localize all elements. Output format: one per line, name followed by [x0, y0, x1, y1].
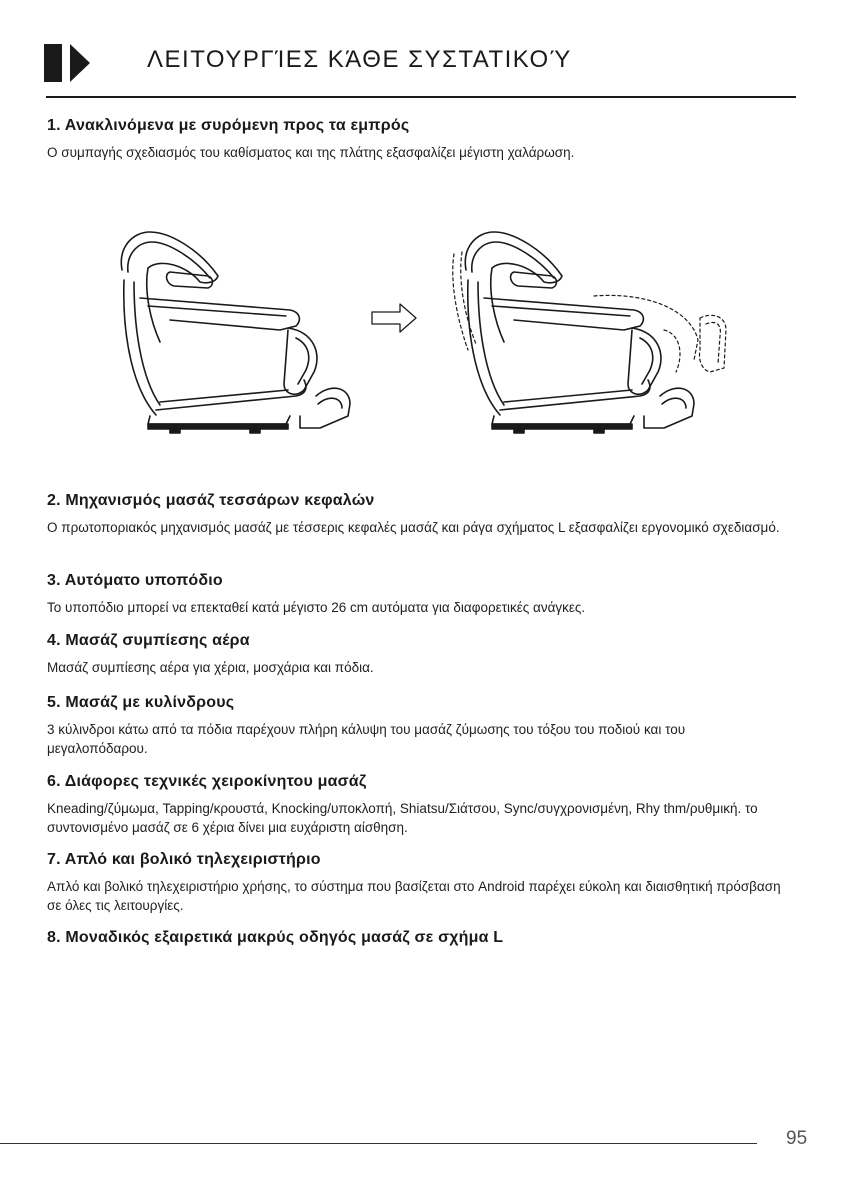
chair-reclined-illustration	[453, 232, 726, 433]
section-5-body: 3 κύλινδροι κάτω από τα πόδια παρέχουν πλήρη κάλυψη του μασάζ ζύμωσης του τόξου του ποδιού και του μεγαλοπόδαρου.	[47, 722, 686, 756]
page-number: 95	[786, 1128, 808, 1149]
section-1-title: 1. Ανακλινόμενα με συρόμενη προς τα εμπρός	[47, 117, 410, 134]
section-3	[47, 572, 787, 617]
header-divider	[46, 96, 796, 98]
section-7-body: Απλό και βολικό τηλεχειριστήριο χρήσης, το σύστημα που βασίζεται στο Android παρέχει εύκολη και διαισθητική πρόσβαση σε όλες τις λειτουργίες.	[47, 879, 781, 913]
section-3-title: 3. Αυτόματο υποπόδιο	[47, 572, 223, 589]
chair-upright-illustration	[121, 232, 350, 433]
chair-figure	[100, 220, 760, 435]
section-1	[47, 117, 787, 162]
footer-divider	[0, 1143, 757, 1144]
section-6	[47, 773, 787, 837]
section-7	[47, 851, 787, 915]
section-5	[47, 694, 787, 758]
section-8	[47, 929, 787, 947]
section-4-title: 4. Μασάζ συμπίεσης αέρα	[47, 632, 250, 649]
section-marker-icon	[44, 44, 90, 82]
section-4-body: Μασάζ συμπίεσης αέρα για χέρια, μοσχάρια και πόδια.	[47, 660, 374, 675]
right-arrow-icon	[372, 304, 416, 332]
section-6-body: Kneading/ζύμωμα, Tapping/κρουστά, Knocking/υποκλοπή, Shiatsu/Σιάτσου, Sync/συγχρονισμένη, Rhy thm/ρυθμική. το συντονισμένο μασάζ σε 6 χέρια δίνει μια ευχάριστη αίσθηση.	[47, 801, 758, 835]
section-6-title: 6. Διάφορες τεχνικές χειροκίνητου μασάζ	[47, 773, 367, 790]
section-2-title: 2. Μηχανισμός μασάζ τεσσάρων κεφαλών	[47, 492, 375, 509]
page-title: ΛΕΙΤΟΥΡΓΊΕΣ ΚΆΘΕ ΣΥΣΤΑΤΙΚΟΎ	[147, 46, 572, 73]
section-1-body: Ο συμπαγής σχεδιασμός του καθίσματος και της πλάτης εξασφαλίζει μέγιστη χαλάρωση.	[47, 145, 575, 160]
section-7-title: 7. Απλό και βολικό τηλεχειριστήριο	[47, 851, 321, 868]
section-2	[47, 492, 787, 537]
section-2-body: Ο πρωτοποριακός μηχανισμός μασάζ με τέσσερις κεφαλές μασάζ και ράγα σχήματος L εξασφαλίζει εργονομικό σχεδιασμό.	[47, 520, 780, 535]
section-3-body: Το υποπόδιο μπορεί να επεκταθεί κατά μέγιστο 26 cm αυτόματα για διαφορετικές ανάγκες.	[47, 600, 586, 615]
section-4	[47, 632, 787, 677]
section-8-title: 8. Μοναδικός εξαιρετικά μακρύς οδηγός μασάζ σε σχήμα L	[47, 929, 504, 946]
section-5-title: 5. Μασάζ με κυλίνδρους	[47, 694, 235, 711]
